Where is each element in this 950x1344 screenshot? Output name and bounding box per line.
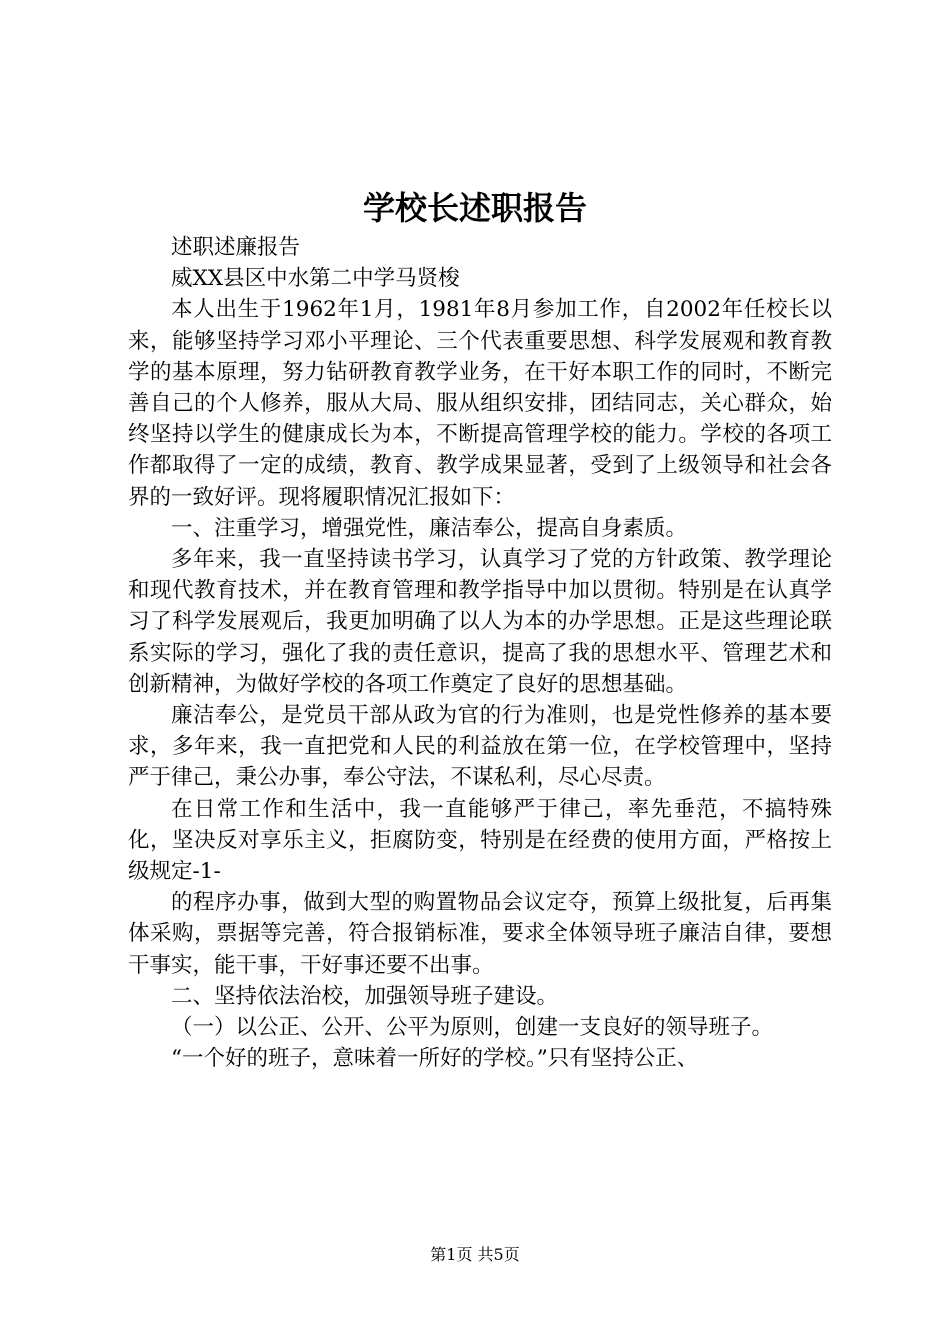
- paragraph: 的程序办事，做到大型的购置物品会议定夺，预算上级批复，后再集体采购，票据等完善，符合报销标准，要求全体领导班子廉洁自律，要想干事实，能干事，干好事还要不出事。: [128, 890, 832, 978]
- paragraph: 廉洁奉公，是党员干部从政为官的行为准则，也是党性修养的基本要求，多年来，我一直把党和人民的利益放在第一位，在学校管理中，坚持严于律己，秉公办事，奉公守法，不谋私利，尽心尽责。: [128, 703, 832, 791]
- document-title: 学校长述职报告: [362, 189, 587, 227]
- section-heading: 二、坚持依法治校，加强领导班子建设。: [171, 983, 559, 1009]
- page-footer: 第1页 共5页: [430, 1245, 520, 1264]
- paragraph: “一个好的班子，意味着一所好的学校。”只有坚持公正、: [171, 1046, 699, 1072]
- paragraph-subtitle: 述职述廉报告: [171, 235, 301, 260]
- subsection-heading: （一）以公正、公开、公平为原则，创建一支良好的领导班子。: [171, 1015, 774, 1041]
- paragraph: 在日常工作和生活中，我一直能够严于律己，率先垂范，不搞特殊化，坚决反对享乐主义，拒腐防变，特别是在经费的使用方面，严格按上级规定-1-: [128, 796, 832, 885]
- document-body: [128, 232, 832, 1074]
- section-heading: 一、注重学习，增强党性，廉洁奉公，提高自身素质。: [171, 515, 688, 541]
- paragraph: 多年来，我一直坚持读书学习，认真学习了党的方针政策、教学理论和现代教育技术，并在教育管理和教学指导中加以贯彻。特别是在认真学习了科学发展观后，我更加明确了以人为本的办学思想。正是这些理论联系实际的学习，强化了我的责任意识，提高了我的思想水平、管理艺术和创新精神，为做好学校的各项工作奠定了良好的思想基础。: [128, 547, 832, 697]
- paragraph-author: 威XX县区中水第二中学马贤梭: [171, 266, 460, 292]
- paragraph: 本人出生于1962年1月，1981年8月参加工作，自2002年任校长以来，能够坚持学习邓小平理论、三个代表重要思想、科学发展观和教育教学的基本原理，努力钻研教育教学业务，在干好本职工作的同时，不断完善自己的个人修养，服从大局、服从组织安排，团结同志，关心群众，始终坚持以学生的健康成长为本，不断提高管理学校的能力。学校的各项工作都取得了一定的成绩，教育、教学成果显著，受到了上级领导和社会各界的一致好评。现将履职情况汇报如下：: [128, 297, 832, 510]
